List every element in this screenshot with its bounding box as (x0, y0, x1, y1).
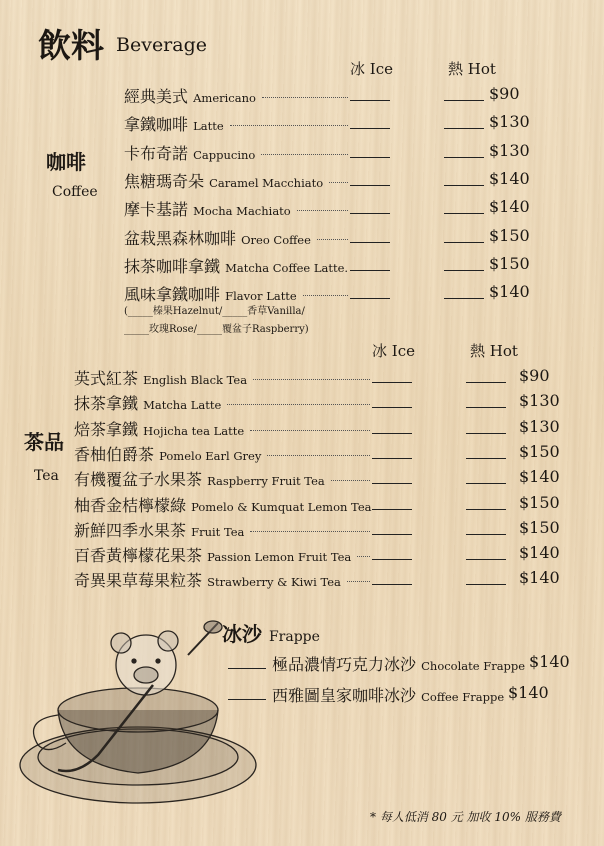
dotted-leader (303, 294, 348, 296)
menu-item-price: $150 (489, 253, 530, 273)
menu-item-price: $150 (519, 441, 560, 461)
menu-item-price: $140 (529, 652, 570, 671)
menu-item-name-zh: 新鮮四季水果茶 (74, 520, 187, 540)
menu-item-name-en: English Black Tea (143, 373, 248, 387)
menu-item-name-en: Matcha Latte (143, 398, 222, 413)
hot-blank (466, 483, 506, 484)
coffee-category-en: Coffee (52, 184, 98, 200)
ice-blank (350, 128, 390, 129)
menu-item-price: $130 (519, 391, 560, 411)
ice-blank (372, 534, 412, 535)
service-charge-note: * 每人低消 80 元 加收 10% 服務費 (370, 810, 561, 824)
menu-title-en: Beverage (116, 34, 208, 56)
menu-item-price: $90 (519, 366, 550, 385)
menu-item-name-en: Flavor Latte (225, 289, 297, 304)
menu-item-price: $130 (489, 112, 530, 132)
menu-item-name-en: Cappucino (193, 147, 256, 162)
menu-item-name (272, 652, 525, 675)
ice-blank (372, 433, 412, 434)
coffee-category-zh: 咖啡 (46, 150, 86, 174)
menu-item-name (74, 493, 372, 516)
hot-blank (444, 270, 484, 271)
menu-item-price: $140 (519, 467, 560, 487)
menu-item-name-zh: 香柚伯爵茶 (74, 444, 155, 464)
menu-item-name-zh: 卡布奇諾 (124, 143, 189, 163)
hot-blank (466, 509, 506, 510)
hot-blank (466, 584, 506, 585)
dotted-leader (297, 209, 348, 211)
menu-item-name (124, 141, 255, 164)
menu-item-name-en: Fruit Tea (191, 524, 245, 539)
ice-blank (350, 242, 390, 243)
dotted-leader (250, 429, 370, 431)
dotted-leader (329, 181, 348, 183)
ice-blank (372, 483, 412, 484)
menu-item-name-en: Caramel Macchiato (209, 175, 324, 190)
menu-item-name-zh: 風味拿鐵咖啡 (124, 285, 221, 305)
ice-blank (372, 509, 412, 510)
menu-item-name-zh: 抹茶拿鐵 (74, 394, 139, 414)
menu-item-name-en: Pomelo Earl Grey (159, 448, 262, 463)
ice-blank (350, 298, 390, 299)
ice-blank (372, 559, 412, 560)
menu-item-price: $150 (519, 517, 560, 537)
ice-blank (350, 213, 390, 214)
menu-item-name (124, 254, 348, 277)
menu-title-zh: 飲料 (38, 26, 104, 65)
coffee-header-hot: 熱 Hot (448, 60, 496, 78)
frappe-category-en: Frappe (268, 629, 320, 645)
menu-item-price: $140 (519, 543, 560, 563)
ice-blank (350, 185, 390, 186)
menu-item-name (74, 391, 221, 414)
hot-blank (444, 213, 484, 214)
menu-item-price: $140 (489, 282, 530, 302)
menu-item-name-zh: 拿鐵咖啡 (124, 115, 189, 135)
menu-item-name-en: Coffee Frappe (421, 690, 505, 704)
hot-blank (444, 298, 484, 299)
ice-blank (372, 584, 412, 585)
dotted-leader (357, 555, 370, 557)
ice-blank (350, 100, 390, 101)
menu-item-name-en: Matcha Coffee Latte. (225, 260, 349, 275)
tea-category-zh: 茶品 (24, 430, 64, 454)
menu-item-name-en: Passion Lemon Fruit Tea (207, 550, 352, 565)
hot-blank (466, 559, 506, 560)
hot-blank (444, 242, 484, 243)
menu-item-name-en: Mocha Machiato (193, 204, 291, 219)
dotted-leader (253, 378, 370, 380)
hot-blank (444, 128, 484, 129)
dotted-leader (331, 479, 370, 481)
dotted-leader (227, 403, 370, 405)
ice-blank (372, 407, 412, 408)
menu-item-name (74, 417, 244, 440)
menu-item-name-zh: 焙茶拿鐵 (74, 419, 139, 439)
menu-item-name-zh: 盆栽黑森林咖啡 (124, 228, 237, 248)
hot-blank (466, 382, 506, 383)
menu-item-price: $140 (519, 568, 560, 588)
ice-blank (350, 157, 390, 158)
menu-item-name (74, 543, 351, 566)
dotted-leader (262, 96, 348, 98)
menu-item-name-zh: 奇異果草莓果粒茶 (74, 571, 203, 591)
menu-item-name-zh: 摩卡基諾 (124, 200, 189, 220)
dotted-leader (261, 153, 348, 155)
menu-item-name-en: Oreo Coffee (241, 232, 311, 247)
menu-item-name-en: Strawberry & Kiwi Tea (207, 575, 341, 590)
ice-blank (372, 458, 412, 459)
menu-item-name-en: Hojicha tea Latte (143, 423, 245, 438)
hot-blank (466, 458, 506, 459)
menu-item-price: $140 (489, 168, 530, 188)
hot-blank (444, 100, 484, 101)
flavor-options-line1: (_____榛果Hazelnut/_____香草Vanilla/ (124, 306, 305, 317)
ice-blank (350, 270, 390, 271)
hot-blank (466, 534, 506, 535)
tea-category-en: Tea (34, 468, 59, 484)
hot-blank (466, 433, 506, 434)
menu-item-name-zh: 西雅圖皇家咖啡冰沙 (272, 686, 417, 705)
menu-item-name-en: Pomelo & Kumquat Lemon Tea (191, 499, 372, 514)
menu-item-price: $150 (519, 492, 560, 512)
menu-item-name-zh: 英式紅茶 (74, 369, 139, 388)
hot-blank (444, 185, 484, 186)
menu-item-name (74, 518, 244, 541)
ice-blank (372, 382, 412, 383)
hot-blank (466, 407, 506, 408)
menu-item-price: $150 (489, 225, 530, 245)
dotted-leader (317, 238, 348, 240)
menu-item-price: $90 (489, 84, 520, 103)
dotted-leader (267, 454, 370, 456)
menu-item-name-zh: 焦糖瑪奇朵 (124, 171, 205, 191)
menu-item-name-en: Latte (193, 119, 224, 134)
hot-blank (444, 157, 484, 158)
dotted-leader (250, 530, 370, 532)
menu-item-name (74, 568, 341, 591)
menu-item-name-zh: 極品濃情巧克力冰沙 (272, 655, 417, 674)
menu-item-name-en: Raspberry Fruit Tea (207, 474, 325, 489)
menu-item-price: $140 (508, 683, 549, 702)
menu-item-price: $130 (489, 140, 530, 160)
menu-item-name (124, 197, 291, 220)
coffee-header-ice: 冰 Ice (350, 60, 393, 78)
menu-item-name-zh: 百香黃檸檬花果茶 (74, 546, 203, 566)
tea-header-hot: 熱 Hot (470, 342, 518, 360)
flavor-options-line2: _____玫瑰Rose/_____覆盆子Raspberry) (124, 324, 309, 335)
menu-item-name (124, 84, 256, 107)
menu-item-name-zh: 有機覆盆子水果茶 (74, 470, 203, 490)
menu-item-name (124, 169, 323, 192)
menu-item-name (272, 683, 504, 706)
menu-item-name (124, 112, 224, 135)
menu-item-name (74, 442, 261, 465)
tea-header-ice: 冰 Ice (372, 342, 415, 360)
menu-item-name-en: Americano (193, 91, 256, 105)
menu-item-name-zh: 抹茶咖啡拿鐵 (124, 256, 221, 276)
menu-item-name-zh: 柚香金桔檸檬綠 (74, 495, 187, 515)
frappe-category-zh: 冰沙 (222, 622, 262, 646)
menu-item-price: $130 (519, 416, 560, 436)
bear-coffee-cup-illustration (18, 615, 263, 815)
dotted-leader (230, 124, 348, 126)
menu-item-name (74, 467, 325, 490)
dotted-leader (347, 580, 370, 582)
menu-item-name (124, 226, 311, 249)
menu-item-name-en: Chocolate Frappe (421, 659, 526, 673)
menu-item-price: $140 (489, 197, 530, 217)
menu-item-name (74, 366, 247, 389)
menu-item-name-zh: 經典美式 (124, 87, 189, 106)
